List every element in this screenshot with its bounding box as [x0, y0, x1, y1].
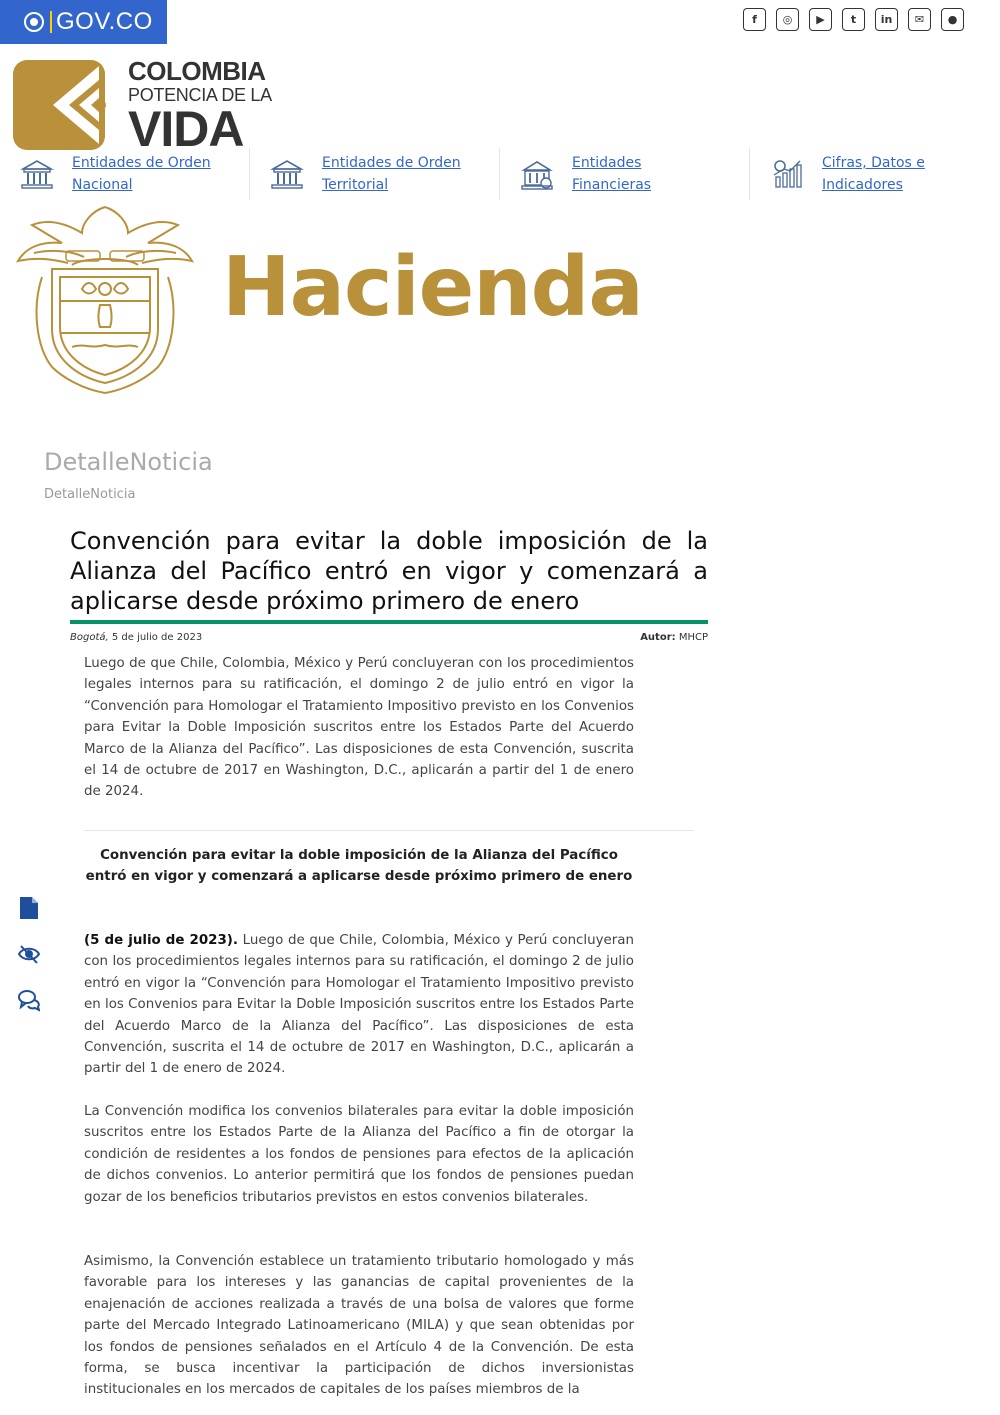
- article-title: Convención para evitar la doble imposición de la Alianza del Pacífico entró en vigor y comenzará a aplicarse desde próximo primero de enero: [70, 527, 708, 615]
- comments-icon[interactable]: [18, 988, 40, 1012]
- govco-separator: [50, 11, 52, 33]
- entity-label[interactable]: Cifras, Datos e Indicadores: [822, 155, 925, 193]
- article-paragraph-2: La Convención modifica los convenios bilaterales para evitar la doble imposición suscritos entre los Estados Parte de la Alianza del Pacífico a fin de otorgar la condición de residentes a los fondos de pensiones para efectos de la aplicación de dichos convenios. Lo anterior permitirá que los fondos de pensiones puedan gozar de los beneficios tributarios previstos en estos convenios bilaterales.: [84, 1104, 634, 1205]
- title-underline: [70, 620, 708, 624]
- accessibility-eye-icon[interactable]: [18, 942, 40, 966]
- logo-line-3: VIDA: [128, 101, 244, 157]
- entity-orden-territorial[interactable]: [250, 148, 500, 200]
- article-header: [70, 526, 708, 643]
- hacienda-brand[interactable]: Hacienda: [222, 240, 643, 335]
- facebook-icon[interactable]: f: [743, 8, 766, 31]
- entity-label[interactable]: Entidades Financieras: [572, 155, 652, 193]
- social-links: [743, 8, 964, 31]
- paragraph-1-text: Luego de que Chile, Colombia, México y Perú concluyeran con los procedimientos legales internos para su ratificación, el domingo 2 de julio entró en vigor la “Convención para Homologar el Tratamiento Impositivo previsto en los Convenios para Evitar la Doble Imposición suscritos entre los Estados Parte del Acuerdo Marco de la Alianza del Pacífico”. Las disposiciones de esta Convención, suscrita el 14 de octubre de 2017 en Washington, D.C., aplicarán a partir del 1 de enero de 2024.: [84, 933, 634, 1077]
- twitter-icon[interactable]: t: [842, 8, 865, 31]
- entities-nav: [0, 148, 1000, 200]
- article-dateline: [70, 632, 202, 643]
- linkedin-icon[interactable]: in: [875, 8, 898, 31]
- article-meta: [70, 632, 708, 643]
- author-label: Autor:: [640, 632, 676, 643]
- article-city: Bogotá,: [70, 632, 109, 643]
- breadcrumb: DetalleNoticia: [44, 487, 136, 502]
- mail-icon[interactable]: ✉: [908, 8, 931, 31]
- logo-line-1: COLOMBIA: [128, 56, 266, 86]
- article-paragraph-1: [84, 930, 634, 1080]
- coat-of-arms-icon[interactable]: [12, 197, 198, 395]
- page-title: DetalleNoticia: [44, 448, 213, 476]
- document-icon[interactable]: [18, 896, 40, 920]
- article-author: [640, 632, 708, 643]
- govco-label: GOV.CO: [56, 8, 153, 35]
- govco-seal-icon: [24, 12, 44, 32]
- article-date: 5 de julio de 2023: [111, 632, 203, 643]
- colombia-logo-text: [128, 56, 272, 157]
- divider: [84, 830, 694, 831]
- bank-icon: [520, 157, 554, 191]
- building-icon: [20, 157, 54, 191]
- entity-orden-nacional[interactable]: [0, 148, 250, 200]
- youtube-icon[interactable]: ▶: [809, 8, 832, 31]
- user-icon[interactable]: ●: [941, 8, 964, 31]
- entity-label[interactable]: Entidades de Orden Territorial: [322, 155, 461, 193]
- article-paragraph-3: Asimismo, la Convención establece un tratamiento tributario homologado y más favorable para los intereses y las ganancias de capital provenientes de la enajenación de acciones realizada a través de una bolsa de valores que forme parte del Mercado Integrado Latinoamericano (MILA) y que sean obtenidas por los fondos de pensiones señalados en el Artículo 4 de la Convención. De esta forma, se busca incentivar la participación de dichos inversionistas institucionales en los mercados de capitales de los países miembros de la: [84, 1254, 634, 1398]
- logo-line-2: POTENCIA DE LA: [128, 85, 272, 105]
- entity-cifras[interactable]: [750, 148, 1000, 200]
- floating-tools: [18, 896, 40, 1012]
- entity-financieras[interactable]: [500, 148, 750, 200]
- article-subheading: Convención para evitar la doble imposición de la Alianza del Pacífico entró en vigor y comenzará a aplicarse desde próximo primero de enero: [85, 848, 633, 885]
- building-icon: [270, 157, 304, 191]
- article-lead: Luego de que Chile, Colombia, México y Perú concluyeran con los procedimientos legales internos para su ratificación, el domingo 2 de julio entró en vigor la “Convención para Homologar el Tratamiento Impositivo previsto en los Convenios para Evitar la Doble Imposición suscritos entre los Estados Parte del Acuerdo Marco de la Alianza del Pacífico”. Las disposiciones de esta Convención, suscrita el 14 de octubre de 2017 en Washington, D.C., aplicarán a partir del 1 de enero de 2024.: [84, 656, 634, 800]
- instagram-icon[interactable]: ◎: [776, 8, 799, 31]
- chart-icon: [770, 157, 804, 191]
- paragraph-1-dateline: (5 de julio de 2023).: [84, 933, 239, 948]
- entity-label[interactable]: Entidades de Orden Nacional: [72, 155, 211, 193]
- govco-bar[interactable]: [0, 0, 167, 44]
- author-name: MHCP: [678, 632, 708, 643]
